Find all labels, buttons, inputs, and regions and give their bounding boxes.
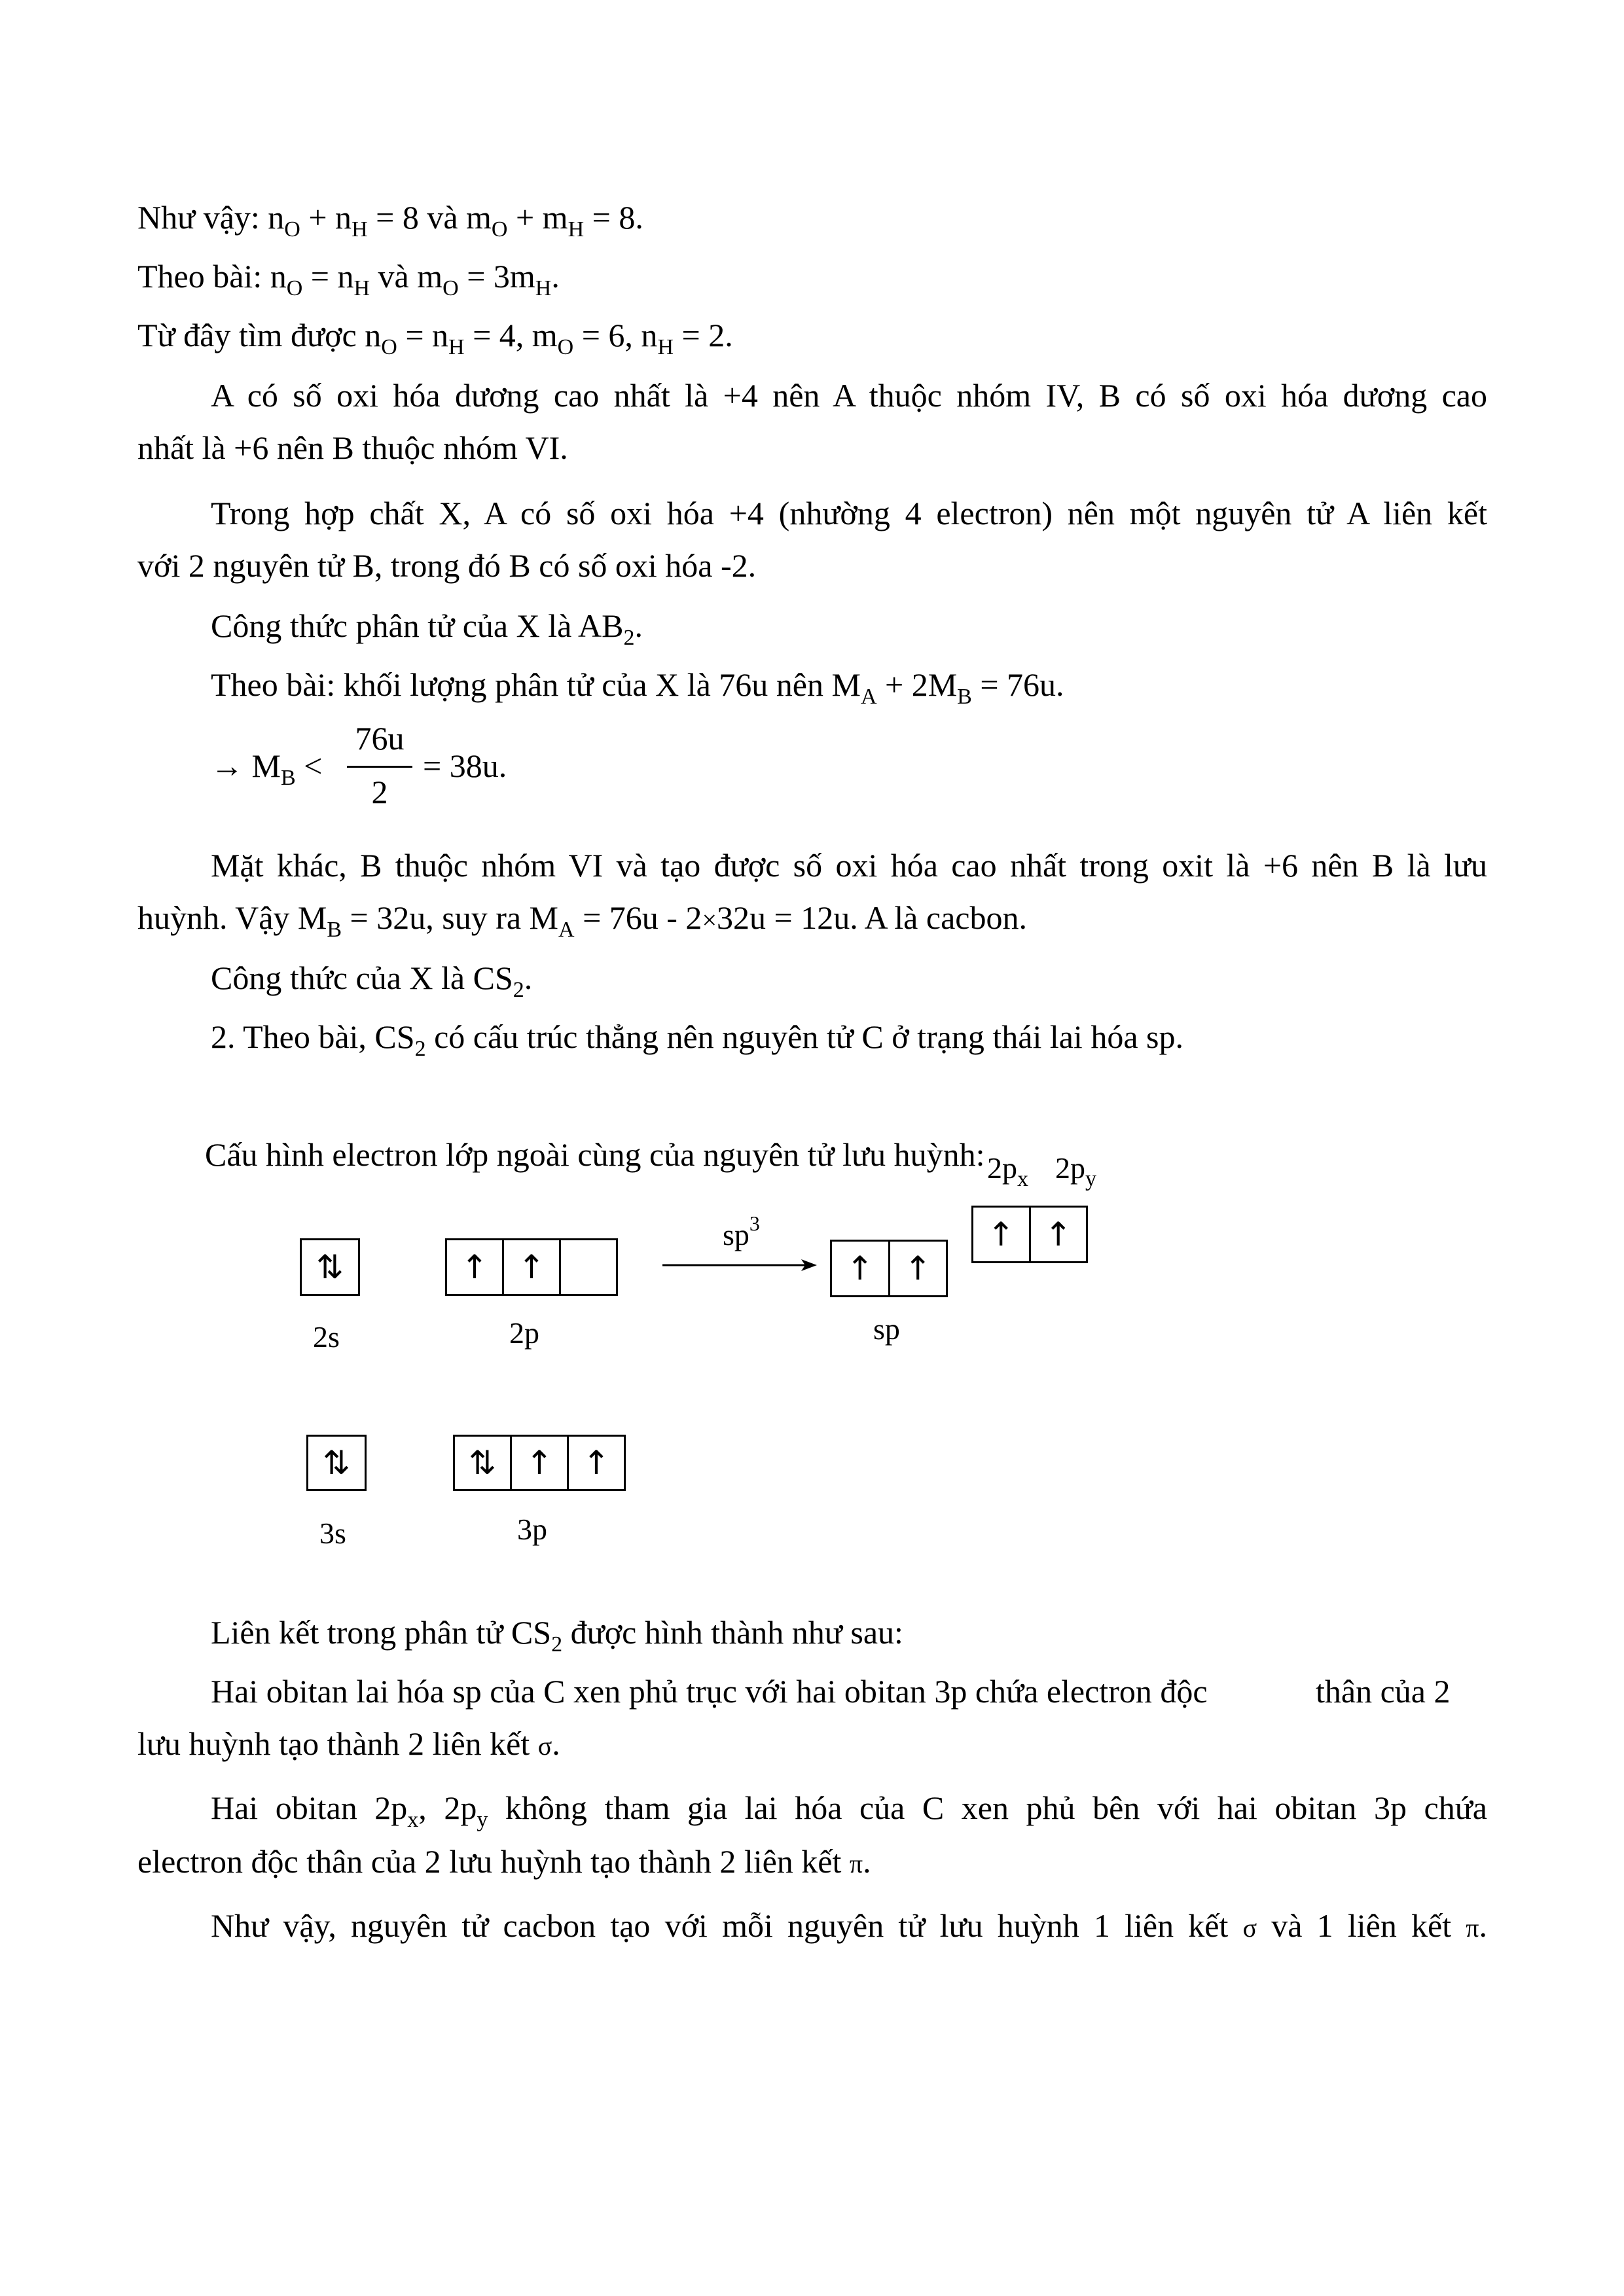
label-2py: $2p_y$: [1055, 1151, 1096, 1191]
paragraph-oxidation-line-1: A có số oxi hóa dương cao nhất là +4 nên A thuộc nhóm IV, B có số oxi hóa dương cao: [211, 377, 1487, 414]
sigma-bond-line-2: lưu huỳnh tạo thành 2 liên kết σ.: [137, 1725, 560, 1762]
orbital-box-3s: [306, 1435, 367, 1491]
inequality-right: = 38u.: [423, 747, 507, 784]
orbital-box-2px-2py: [971, 1206, 1088, 1263]
formula-cs2-line: Công thức của X là $CS_2$.: [211, 960, 533, 1002]
orbital-box-sp: [830, 1240, 948, 1297]
orbital-cell-sp-1: ↑: [832, 1242, 890, 1295]
arrow-icon: →: [211, 747, 244, 784]
orbital-cell-2p-3: [561, 1240, 616, 1294]
label-2p: 2p: [509, 1316, 539, 1350]
pi-bond-line-2: electron độc thân của 2 lưu huỳnh tạo thành 2 liên kết π.: [137, 1843, 871, 1880]
sigma-bond-line-1b: thân của 2: [1316, 1673, 1451, 1710]
orbital-box-3p: [453, 1435, 626, 1491]
paragraph-sulfur-line-2: huỳnh. Vậy $M_B = 32u$, suy ra $M_A = 76u - 2\times 32u = 12u$. A là cacbon.: [137, 899, 1027, 942]
paragraph-compound-line-2: với 2 nguyên tử B, trong đó B có số oxi hóa -2.: [137, 547, 757, 584]
fraction-bar: [347, 766, 412, 768]
mass-equation-line: Theo bài: khối lượng phân tử của X là 76u nên $M_A + 2M_B = 76u$.: [211, 666, 1064, 709]
conclusion-line: Như vậy, nguyên tử cacbon tạo với mỗi nguyên tử lưu huỳnh 1 liên kết σ và 1 liên kết π.: [211, 1907, 1487, 1944]
sigma-symbol: σ: [1242, 1913, 1257, 1943]
electron-config-caption: Cấu hình electron lớp ngoài cùng của nguyên tử lưu huỳnh:: [205, 1136, 985, 1173]
fraction-denominator: 2: [371, 774, 388, 810]
orbital-box-2p: [445, 1238, 618, 1296]
label-3p: 3p: [517, 1513, 547, 1546]
label-sp: sp: [873, 1312, 900, 1346]
orbital-cell-2p-1: ↑: [447, 1240, 504, 1294]
bond-formation-intro: Liên kết trong phân tử $CS_2$ được hình thành như sau:: [211, 1614, 903, 1657]
orbital-cell-3s: ⇅: [323, 1444, 350, 1482]
times-symbol: ×: [702, 905, 717, 935]
sigma-bond-line-1a: Hai obitan lai hóa sp của C xen phủ trục với hai obitan 3p chứa electron độc: [211, 1673, 1208, 1710]
label-2s: 2s: [313, 1320, 340, 1354]
label-2px: $2p_x$: [987, 1151, 1028, 1191]
orbital-cell-2s: ⇅: [316, 1248, 344, 1286]
pi-bond-line-1: Hai obitan $2p_x$, $2p_y$ không tham gia lai hóa của C xen phủ bên với hai obitan 3p chứa: [211, 1789, 1487, 1832]
structure-line: 2. Theo bài, $CS_2$ có cấu trúc thẳng nên nguyên tử C ở trạng thái lai hóa sp.: [211, 1018, 1183, 1061]
pi-symbol: π: [1466, 1913, 1479, 1943]
sigma-symbol: σ: [537, 1731, 552, 1761]
orbital-cell-3p-1: ⇅: [455, 1437, 512, 1489]
orbital-cell-sp-2: ↑: [904, 1249, 932, 1287]
text-line-1: Như vậy: $n_O + n_H = 8$ và $m_O + m_H = 8$.: [137, 199, 643, 242]
formula-ab2-line: Công thức phân tử của X là $AB_2$.: [211, 607, 643, 650]
label-3s: 3s: [319, 1516, 346, 1550]
pi-symbol: π: [849, 1849, 863, 1878]
paragraph-oxidation-line-2: nhất là +6 nên B thuộc nhóm VI.: [137, 429, 568, 466]
text-line-3: Từ đây tìm được $n_O = n_H = 4$, $m_O = 6$, $n_H = 2$.: [137, 317, 733, 359]
orbital-cell-2py: ↑: [1044, 1215, 1072, 1253]
paragraph-sulfur-line-1: Mặt khác, B thuộc nhóm VI và tạo được số oxi hóa cao nhất trong oxit là +6 nên B là lưu: [211, 847, 1487, 884]
paragraph-compound-line-1: Trong hợp chất X, A có số oxi hóa +4 (nhường 4 electron) nên một nguyên tử A liên kết: [211, 495, 1487, 531]
text-line-2: Theo bài: $n_O = n_H$ và $m_O = 3m_H$.: [137, 258, 560, 300]
orbital-cell-3p-3: ↑: [583, 1444, 610, 1482]
hybridization-arrow-icon: [661, 1255, 818, 1275]
orbital-cell-3p-2: ↑: [512, 1437, 569, 1489]
orbital-cell-2px: ↑: [973, 1208, 1031, 1261]
orbital-cell-2p-2: ↑: [504, 1240, 561, 1294]
label-sp3: $sp^3$: [723, 1211, 760, 1251]
orbital-box-2s: [300, 1238, 360, 1296]
inequality-left: → $M_B$ <: [211, 747, 323, 790]
fraction-numerator: 76u: [355, 720, 405, 757]
